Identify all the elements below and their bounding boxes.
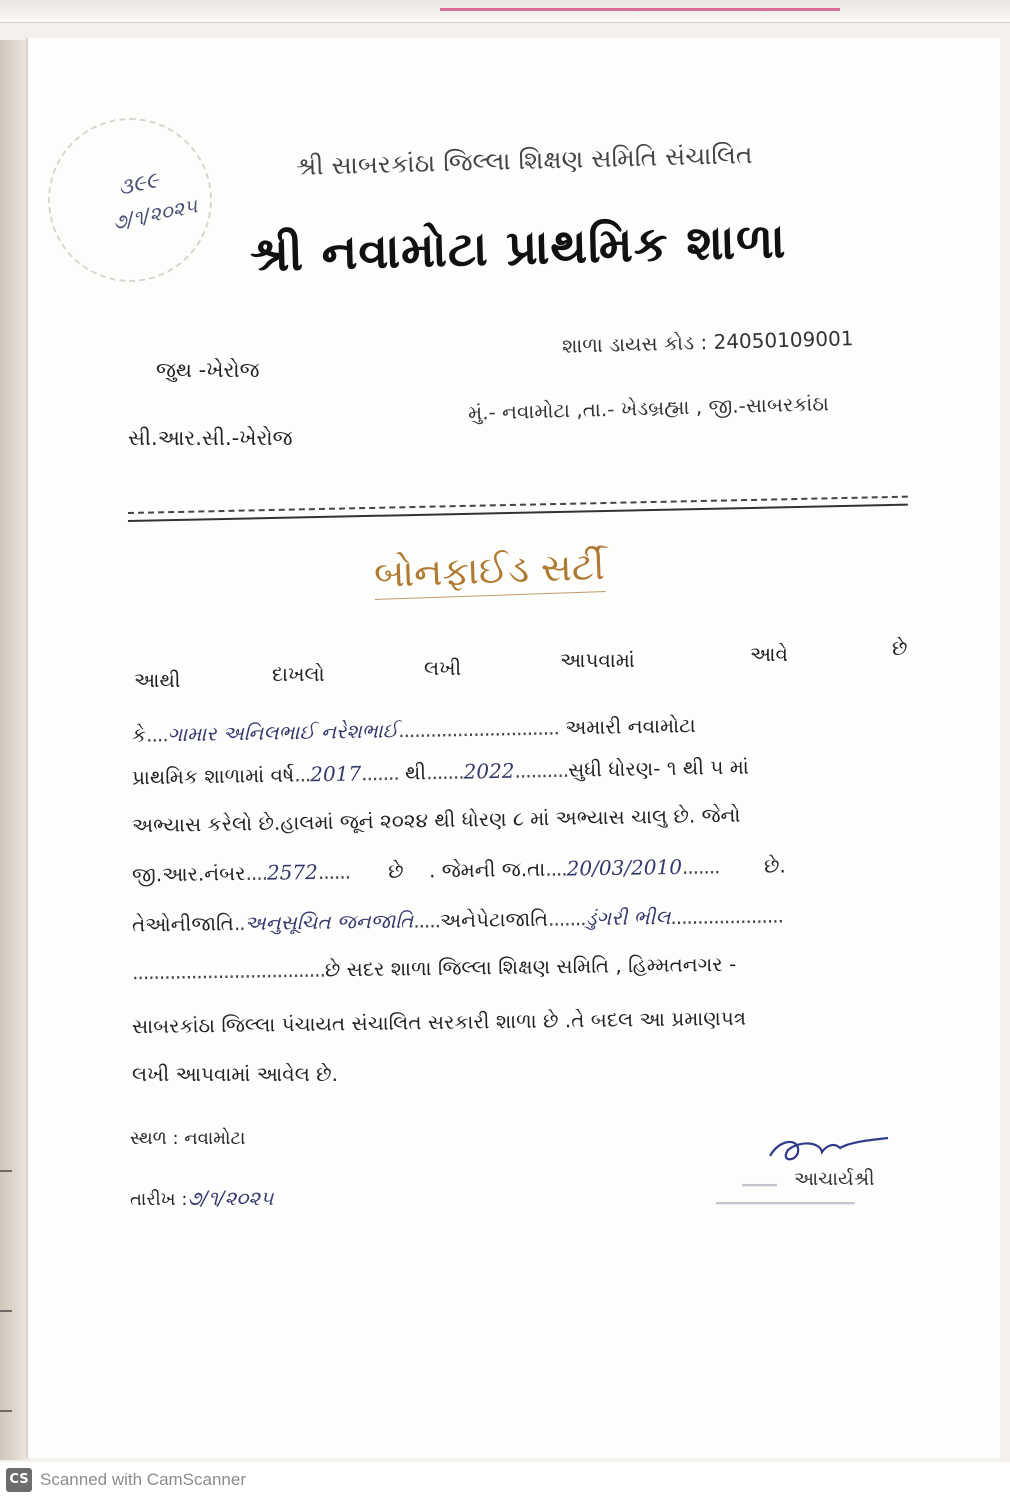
line5-d: છે. [763, 853, 786, 878]
faint-stamp-mark: ▔▔▔▔▔▔▔▔▔▔▔▔ [716, 1202, 855, 1220]
line3-a: પ્રાથમિક શાળામાં વર્ષ [131, 762, 295, 790]
stamp-number: ૩૯૯ [115, 168, 161, 201]
scan-top-strip [0, 0, 1010, 23]
crc-label: સી.આર.સી.-ખેરોજ [128, 426, 293, 450]
line6-a: તેઓનીજાતિ [131, 911, 235, 937]
date-row [130, 1186, 273, 1210]
gr-number: 2572 [266, 859, 319, 885]
pink-line [440, 8, 840, 11]
line5-c: . જેમની જ.તા [428, 856, 546, 883]
student-name: ગામાર અનિલભાઈ નરેશભાઈ [167, 718, 399, 747]
certificate-title: બોનફાઈડ સર્ટી [373, 544, 605, 600]
year-to: 2022 [463, 758, 515, 784]
certificate-line-3: પ્રાથમિક શાળામાં વર્ષ...2017....... થી.......2022..........સુધી ધોરણ- ૧ થી ૫ માં [131, 754, 750, 790]
line2-prefix: કે [131, 722, 147, 747]
edge-mark [0, 1170, 12, 1172]
body-word: દાખલો [272, 662, 325, 686]
body-word: છે [892, 636, 908, 660]
line7-text: છે સદર શાળા જિલ્લા શિક્ષણ સમિતિ , હિમ્મતનગર - [324, 951, 737, 982]
certificate-line-7: ....................................છે સદર શાળા જિલ્લા શિક્ષણ સમિતિ , હિમ્મતનગર - [131, 951, 737, 985]
paper-left-edge [0, 40, 28, 1460]
certificate-line-5: જી.આર.નંબર....2572...... છે . જેમની જ.તા....20/03/2010....... છે. [131, 853, 786, 887]
principal-signature [760, 1128, 890, 1168]
line2-suffix: અમારી નવામોટા [564, 713, 696, 740]
body-word: આપવામાં [560, 648, 635, 672]
edge-mark [0, 1310, 12, 1312]
sub-header: શ્રી સાબરકાંઠા જિલ્લા શિક્ષણ સમિતિ સંચાલિત [295, 140, 753, 181]
faint-stamp-mark: ▔▔▔ [742, 1184, 777, 1202]
certificate-line-8: સાબરકાંઠા જિલ્લા પંચાયત સંચાલિત સરકારી શાળા છે .તે બદલ આ પ્રમાણપત્ર [131, 1005, 747, 1039]
year-from: 2017 [310, 761, 362, 787]
line5-b: છે [388, 858, 404, 883]
line3-c: સુધી ધોરણ- ૧ થી ૫ માં [567, 754, 750, 782]
line5-a: જી.આર.નંબર [131, 860, 246, 887]
certificate-line-4: અભ્યાસ કરેલો છે.હાલમાં જૂનં ૨૦૨૪ થી ધોરણ ૮ માં અભ્યાસ ચાલુ છે. જેનો [131, 802, 741, 838]
birth-date: 20/03/2010 [566, 854, 683, 881]
body-word: લખી [424, 656, 462, 680]
certificate-line-9: લખી આપવામાં આવેલ છે. [132, 1062, 338, 1086]
signatory-title: આચાર્યશ્રી [794, 1168, 875, 1190]
dise-code: શાળા ડાયસ કોડ : 24050109001 [561, 326, 854, 358]
school-address: મું.- નવામોટા ,તા.- ખેડબ્રહ્મા , જી.-સાબરકાંઠા [467, 391, 830, 425]
place-label: સ્થળ : નવામોટા [130, 1128, 246, 1149]
sub-caste: ડુંગરી ભીલ [585, 905, 671, 931]
camscanner-logo: CS [6, 1468, 32, 1492]
body-word: આથી [134, 668, 181, 692]
line3-b: થી [404, 760, 427, 785]
line6-b: અનેપેટાજાતિ [439, 906, 549, 933]
body-word: આવે [750, 642, 788, 666]
school-name: શ્રી નવામોટા પ્રાથમિક શાળા [249, 212, 787, 284]
certificate-line-2: કે....ગામાર અનિલભાઈ નરેશભાઈ.............................. અમારી નવામોટા [131, 713, 696, 747]
certificate-line-6: તેઓનીજાતિ..અનુસૂચિત જનજાતિ.....અનેપેટાજાતિ.......ડુંગરી ભીલ..................... [131, 903, 784, 937]
stamp-date: ૭/૧/૨૦૨૫ [110, 193, 200, 235]
edge-mark [0, 1410, 12, 1412]
caste: અનુસૂચિત જનજાતિ [244, 908, 414, 935]
date-value: ૭/૧/૨૦૨૫ [187, 1186, 274, 1210]
cluster-label: જુથ -ખેરોજ [156, 358, 260, 382]
date-label: તારીખ : [130, 1189, 188, 1210]
camscanner-label: Scanned with CamScanner [40, 1470, 247, 1489]
